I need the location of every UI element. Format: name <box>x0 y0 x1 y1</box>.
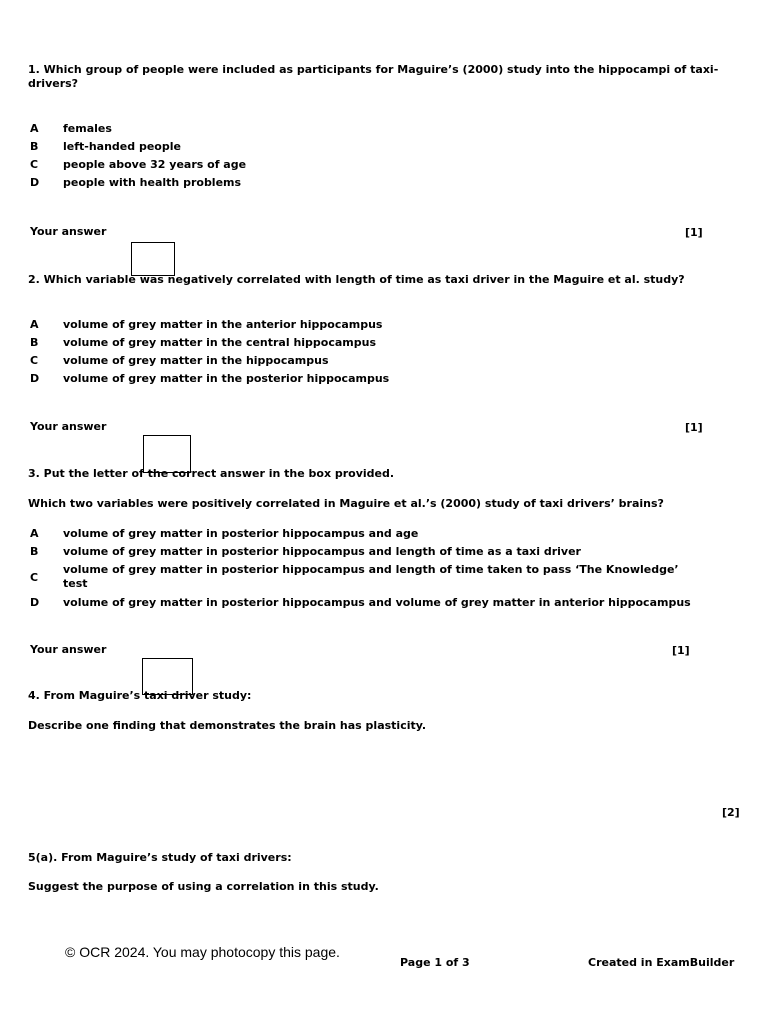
q2-option-b-text: volume of grey matter in the central hippocampus <box>63 336 377 349</box>
q5a-question: Suggest the purpose of using a correlation in this study. <box>28 880 379 893</box>
q5a-heading: 5(a). From Maguire’s study of taxi drivers: <box>28 851 292 864</box>
q2-option-c-text: volume of grey matter in the hippocampus <box>63 354 329 367</box>
q3-option-d-text: volume of grey matter in posterior hippocampus and volume of grey matter in anterior hippocampus <box>63 596 691 609</box>
q2-marks: [1] <box>685 421 703 434</box>
q4-question: Describe one finding that demonstrates the brain has plasticity. <box>28 719 427 732</box>
q4-heading: 4. From Maguire’s taxi driver study: <box>28 689 252 702</box>
q4-marks: [2] <box>722 806 740 819</box>
q2-option-d-text: volume of grey matter in the posterior hippocampus <box>63 372 390 385</box>
q1-option-c-letter: C <box>30 158 39 171</box>
q3-instruction: 3. Put the letter of the correct answer in the box provided. <box>28 467 395 480</box>
q2-option-a-text: volume of grey matter in the anterior hippocampus <box>63 318 383 331</box>
q3-answer-label: Your answer <box>30 643 107 656</box>
q2-answer-label: Your answer <box>30 420 107 433</box>
q3-option-c-text: volume of grey matter in posterior hippocampus and length of time taken to pass ‘The Knowledge’ test <box>63 563 679 590</box>
q1-option-a-letter: A <box>30 122 39 135</box>
q1-question: 1. Which group of people were included as participants for Maguire’s (2000) study into the hippocampi of taxi-drivers? <box>28 63 719 90</box>
q3-option-d-letter: D <box>30 596 40 609</box>
q3-question: Which two variables were positively correlated in Maguire et al.’s (2000) study of taxi drivers’ brains? <box>28 497 664 510</box>
q1-answer-label: Your answer <box>30 225 107 238</box>
q2-question: 2. Which variable was negatively correlated with length of time as taxi driver in the Maguire et al. study? <box>28 273 685 286</box>
q1-option-b-text: left-handed people <box>63 140 181 153</box>
q1-option-d-letter: D <box>30 176 40 189</box>
q3-option-b-text: volume of grey matter in posterior hippocampus and length of time as a taxi driver <box>63 545 581 558</box>
q2-option-b-letter: B <box>30 336 39 349</box>
q2-option-a-letter: A <box>30 318 39 331</box>
q1-option-c-text: people above 32 years of age <box>63 158 247 171</box>
q3-marks: [1] <box>672 644 690 657</box>
q1-marks: [1] <box>685 226 703 239</box>
q1-option-d-text: people with health problems <box>63 176 242 189</box>
q1-option-b-letter: B <box>30 140 39 153</box>
footer-page-number: Page 1 of 3 <box>400 956 470 969</box>
q3-option-a-text: volume of grey matter in posterior hippocampus and age <box>63 527 419 540</box>
q1-option-a-text: females <box>63 122 112 135</box>
q3-option-a-letter: A <box>30 527 39 540</box>
q2-option-c-letter: C <box>30 354 39 367</box>
q3-option-c-letter: C <box>30 571 39 584</box>
q3-option-b-letter: B <box>30 545 39 558</box>
q1-answer-box[interactable] <box>131 242 175 276</box>
q2-option-d-letter: D <box>30 372 40 385</box>
footer-created-in: Created in ExamBuilder <box>588 956 735 969</box>
footer-copyright: © OCR 2024. You may photocopy this page. <box>65 944 340 960</box>
